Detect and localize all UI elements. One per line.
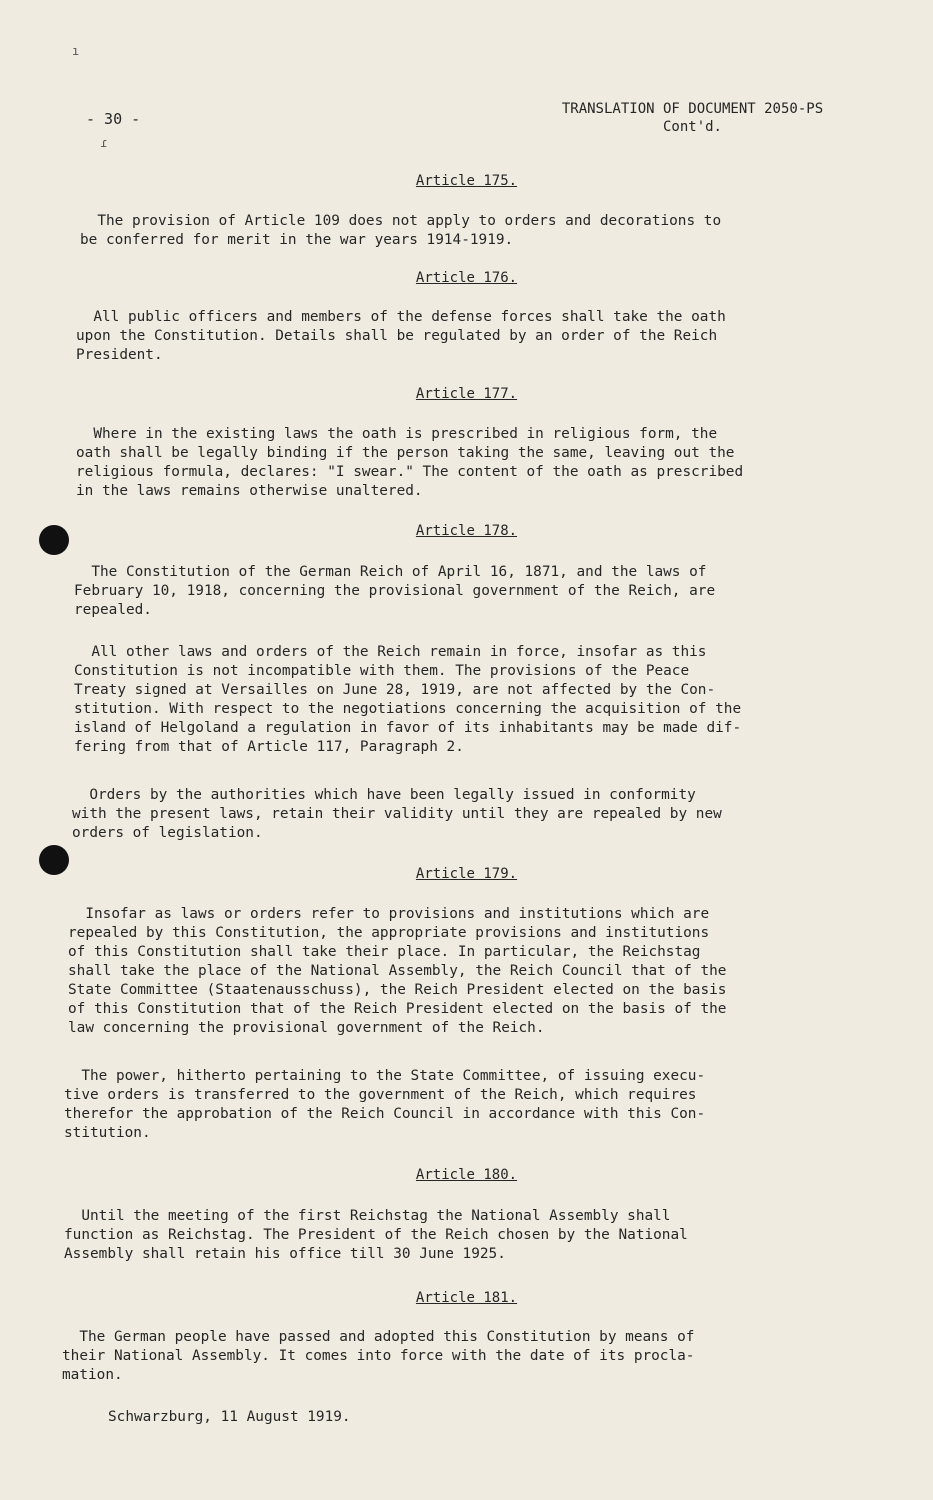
article-heading: Article 179. — [415, 866, 518, 882]
document-header — [520, 100, 865, 136]
article-paragraph: The power, hitherto pertaining to the State Committee, of issuing execu- tive orders is transferred to the government of the Reich, which requires therefor the approbation of the Reich Council in accordance with this Con- stitution. — [64, 1068, 706, 1141]
article-paragraph: All other laws and orders of the Reich remain in force, insofar as this Constitution is not incompatible with them. The provisions of the Peace Treaty signed at Versailles on June 28, 1919, are not affected by the Con- stitution. With respect to the negotiations concerning the acquisition of the island of Helgoland a regulation in favor of its inhabitants may be made dif- fering from that of Article 117, Paragraph 2. — [74, 644, 742, 755]
article-paragraph: All public officers and members of the defense forces shall take the oath upon the Constitution. Details shall be regulated by an order of the Reich President. — [76, 309, 726, 363]
article-heading: Article 175. — [415, 173, 518, 189]
article-heading: Article 180. — [415, 1167, 518, 1183]
article-heading: Article 181. — [415, 1290, 518, 1306]
document-title: TRANSLATION OF DOCUMENT 2050-PS — [561, 101, 824, 117]
article-paragraph: The provision of Article 109 does not apply to orders and decorations to be conferred for merit in the war years 1914-1919. — [80, 213, 722, 248]
article-paragraph: The German people have passed and adopted this Constitution by means of their National Assembly. It comes into force with the date of its procla- mation. — [62, 1329, 695, 1383]
page-number: - 30 - — [86, 110, 141, 128]
article-paragraph: Until the meeting of the first Reichstag the National Assembly shall function as Reichstag. The President of the Reich chosen by the National Assembly shall retain his office till 30 June 1925. — [64, 1208, 688, 1262]
article-paragraph: The Constitution of the German Reich of April 16, 1871, and the laws of February 10, 1918, concerning the provisional government of the Reich, are repealed. — [74, 564, 716, 618]
article-heading: Article 177. — [415, 386, 518, 402]
margin-tick-mark: ɾ — [100, 136, 108, 150]
margin-tick-mark: ı — [72, 44, 80, 58]
article-paragraph: Insofar as laws or orders refer to provisions and institutions which are repealed by this Constitution, the appropriate provisions and institutions of this Constitution shall take their place. In particular, the Reichstag shall take the place of the National Assembly, the Reich Council that of the State Committee (Staatenausschuss), the Reich President elected on the basis of this Constitution that of the Reich President elected on the basis of the law concerning the provisional government of the Reich. — [68, 906, 727, 1036]
article-heading: Article 178. — [415, 523, 518, 539]
continued-label: Cont'd. — [662, 119, 722, 135]
article-heading: Article 176. — [415, 270, 518, 286]
article-paragraph: Orders by the authorities which have been legally issued in conformity with the present laws, retain their validity until they are repealed by new orders of legislation. — [72, 787, 722, 841]
closing-place-date: Schwarzburg, 11 August 1919. — [108, 1409, 351, 1425]
article-paragraph: Where in the existing laws the oath is prescribed in religious form, the oath shall be legally binding if the person taking the same, leaving out the religious formula, declares: "I swear." The content of the oath as prescribed in the laws remains otherwise unaltered. — [76, 426, 744, 499]
